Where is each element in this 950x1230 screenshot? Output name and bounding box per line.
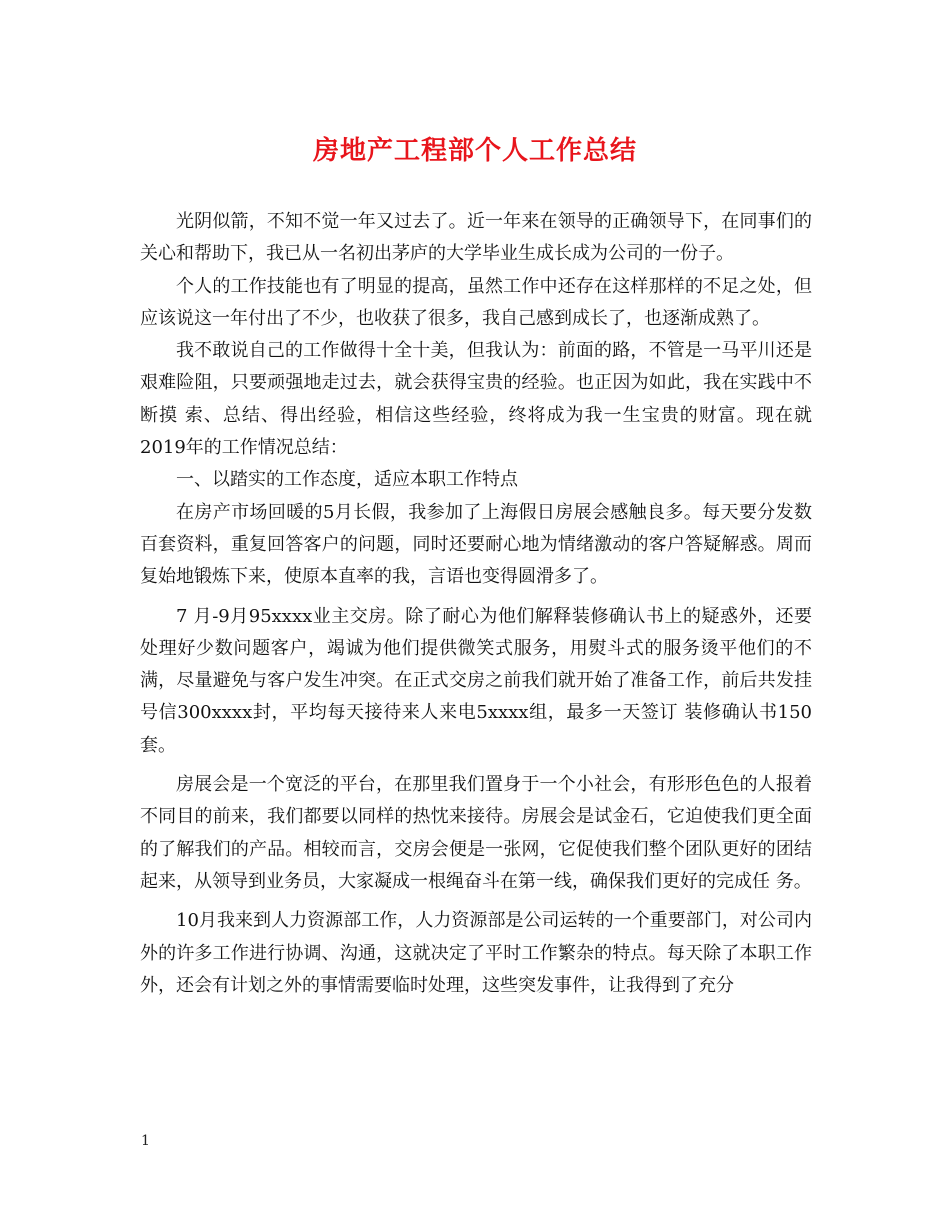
document-body [140, 206, 812, 1002]
paragraph: 个人的工作技能也有了明显的提高，虽然工作中还存在这样那样的不足之处，但应该说这一年付出了不少，也收获了很多，我自己感到成长了，也逐渐成熟了。 [140, 275, 812, 329]
paragraph: 7 月-9月95xxxx业主交房。除了耐心为他们解释装修确认书上的疑惑外，还要处理好少数问题客户，竭诚为他们提供微笑式服务，用熨斗式的服务烫平他们的不满，尽量避免与客户发生冲突。在正式交房之前我们就开始了准备工作，前后共发挂号信300xxxx封，平均每天接待来人来电5xxxx组，最多一天签订 装修确认书150套。 [140, 605, 812, 756]
document-title: 房地产工程部个人工作总结 [312, 136, 637, 166]
paragraph: 在房产市场回暖的5月长假，我参加了上海假日房展会感触良多。每天要分发数百套资料，重复回答客户的问题，同时还要耐心地为情绪激动的客户答疑解惑。周而复始地锻炼下来，使原本直率的我，言语也变得圆滑多了。 [140, 501, 812, 588]
paragraph: 10月我来到人力资源部工作，人力资源部是公司运转的一个重要部门，对公司内外的许多工作进行协调、沟通，这就决定了平时工作繁杂的特点。每天除了本职工作外，还会有计划之外的事情需要临时处理，这些突发事件，让我得到了充分 [140, 910, 812, 996]
paragraph: 光阴似箭，不知不觉一年又过去了。近一年来在领导的正确领导下，在同事们的关心和帮助下，我已从一名初出茅庐的大学毕业生成长成为公司的一份子。 [140, 211, 812, 265]
paragraph: 房展会是一个宽泛的平台，在那里我们置身于一个小社会，有形形色色的人报着不同目的前来，我们都要以同样的热忱来接待。房展会是试金石，它迫使我们更全面 的了解我们的产品。相较而言，交房会便是一张网，它促使我们整个团队更好的团结起来，从领导到业务员，大家凝成一根绳奋斗在第一线，确保我们更好的完成任 务。 [140, 774, 812, 892]
section-heading: 一、以踏实的工作态度，适应本职工作特点 [176, 469, 518, 491]
paragraph: 我不敢说自己的工作做得十全十美，但我认为：前面的路，不管是一马平川还是艰难险阻，只要顽强地走过去，就会获得宝贵的经验。也正因为如此，我在实践中不断摸 索、总结、得出经验，相信这些经验，终将成为我一生宝贵的财富。现在就2019年的工作情况总结： [140, 340, 812, 459]
page-number: 1 [141, 1133, 150, 1149]
